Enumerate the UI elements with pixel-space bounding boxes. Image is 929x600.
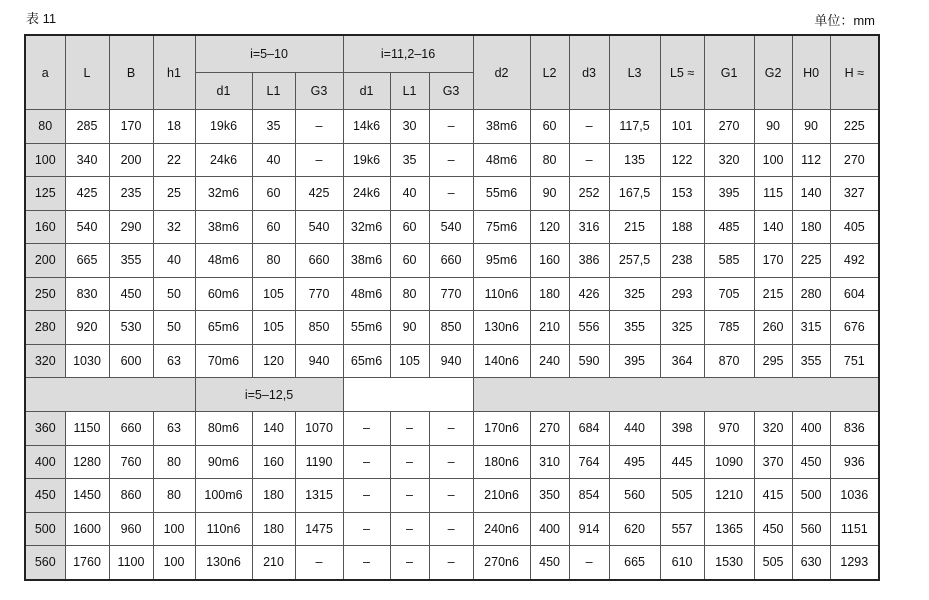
table-cell: 130n6 bbox=[473, 311, 530, 345]
table-cell: 450 bbox=[792, 445, 830, 479]
table-cell: 970 bbox=[704, 412, 754, 446]
table-cell: 25 bbox=[153, 177, 195, 211]
table-cell: 540 bbox=[295, 210, 343, 244]
table-cell: – bbox=[295, 143, 343, 177]
table-row bbox=[25, 512, 879, 546]
table-cell: 290 bbox=[109, 210, 153, 244]
table-cell: 101 bbox=[660, 110, 704, 144]
header-L2: L2 bbox=[530, 35, 569, 110]
table-cell: 90 bbox=[792, 110, 830, 144]
table-cell: 140n6 bbox=[473, 344, 530, 378]
table-cell: – bbox=[429, 177, 473, 211]
table-cell: 940 bbox=[429, 344, 473, 378]
table-cell: 167,5 bbox=[609, 177, 660, 211]
table-cell: 660 bbox=[429, 244, 473, 278]
table-cell: – bbox=[429, 512, 473, 546]
table-cell: 1450 bbox=[65, 479, 109, 513]
table-cell: 140 bbox=[252, 412, 295, 446]
table-cell: 325 bbox=[609, 277, 660, 311]
table-cell: 1280 bbox=[65, 445, 109, 479]
table-cell: – bbox=[569, 143, 609, 177]
table-cell: 760 bbox=[109, 445, 153, 479]
table-cell: 135 bbox=[609, 143, 660, 177]
table-row bbox=[25, 479, 879, 513]
table-cell: 1365 bbox=[704, 512, 754, 546]
table-cell: 100 bbox=[754, 143, 792, 177]
table-cell: 122 bbox=[660, 143, 704, 177]
dimension-table bbox=[24, 34, 880, 581]
table-cell: 35 bbox=[252, 110, 295, 144]
row-key-cell: 360 bbox=[25, 412, 65, 446]
header-L5: L5 ≈ bbox=[660, 35, 704, 110]
table-cell: 100 bbox=[153, 512, 195, 546]
table-cell: 556 bbox=[569, 311, 609, 345]
table-cell: 325 bbox=[660, 311, 704, 345]
table-cell: 105 bbox=[252, 277, 295, 311]
header-group-i11-16: i=11,2–16 bbox=[343, 35, 473, 73]
table-cell: 764 bbox=[569, 445, 609, 479]
header-H0: H0 bbox=[792, 35, 830, 110]
table-cell: 440 bbox=[609, 412, 660, 446]
row-key-cell: 560 bbox=[25, 546, 65, 580]
row-key-cell: 100 bbox=[25, 143, 65, 177]
table-cell: 80 bbox=[390, 277, 429, 311]
table-cell: 1760 bbox=[65, 546, 109, 580]
table-cell: 257,5 bbox=[609, 244, 660, 278]
table-cell: – bbox=[295, 546, 343, 580]
header-row-1 bbox=[25, 35, 879, 73]
table-cell: 386 bbox=[569, 244, 609, 278]
table-cell: 320 bbox=[704, 143, 754, 177]
table-cell: 350 bbox=[530, 479, 569, 513]
header-L: L bbox=[65, 35, 109, 110]
table-cell: 240 bbox=[530, 344, 569, 378]
table-cell: 850 bbox=[429, 311, 473, 345]
table-cell: 1530 bbox=[704, 546, 754, 580]
table-cell: 60 bbox=[390, 210, 429, 244]
table-cell: 105 bbox=[252, 311, 295, 345]
table-cell: 270n6 bbox=[473, 546, 530, 580]
table-cell: 270 bbox=[704, 110, 754, 144]
table-cell: 252 bbox=[569, 177, 609, 211]
table-cell: 120 bbox=[252, 344, 295, 378]
table-cell: – bbox=[390, 412, 429, 446]
table-cell: 1210 bbox=[704, 479, 754, 513]
table-cell: 445 bbox=[660, 445, 704, 479]
table-cell: 355 bbox=[109, 244, 153, 278]
header-L1: L1 bbox=[252, 73, 295, 110]
header-d1: d1 bbox=[195, 73, 252, 110]
table-cell: 557 bbox=[660, 512, 704, 546]
table-cell: 63 bbox=[153, 412, 195, 446]
table-cell: 1036 bbox=[830, 479, 879, 513]
table-cell: 63 bbox=[153, 344, 195, 378]
table-cell: 180n6 bbox=[473, 445, 530, 479]
table-cell: 770 bbox=[429, 277, 473, 311]
table-cell: 225 bbox=[830, 110, 879, 144]
table-cell: 751 bbox=[830, 344, 879, 378]
table-cell: 32 bbox=[153, 210, 195, 244]
table-cell: 920 bbox=[65, 311, 109, 345]
table-cell: 340 bbox=[65, 143, 109, 177]
table-cell: 90m6 bbox=[195, 445, 252, 479]
table-cell: 364 bbox=[660, 344, 704, 378]
header-d1-b: d1 bbox=[343, 73, 390, 110]
table-cell: 870 bbox=[704, 344, 754, 378]
row-key-cell: 450 bbox=[25, 479, 65, 513]
table-cell: 405 bbox=[830, 210, 879, 244]
table-row bbox=[25, 546, 879, 580]
table-cell: – bbox=[429, 445, 473, 479]
table-cell: 270 bbox=[530, 412, 569, 446]
table-cell: – bbox=[569, 546, 609, 580]
table-cell: 215 bbox=[754, 277, 792, 311]
table-row bbox=[25, 143, 879, 177]
table-cell: 60 bbox=[252, 210, 295, 244]
table-cell: – bbox=[429, 479, 473, 513]
table-cell: – bbox=[295, 110, 343, 144]
table-cell: – bbox=[343, 546, 390, 580]
table-cell: 426 bbox=[569, 277, 609, 311]
row-key-cell: 200 bbox=[25, 244, 65, 278]
table-cell: 188 bbox=[660, 210, 704, 244]
table-cell: 48m6 bbox=[195, 244, 252, 278]
table-cell: 50 bbox=[153, 277, 195, 311]
table-cell: 850 bbox=[295, 311, 343, 345]
row-key-cell: 250 bbox=[25, 277, 65, 311]
table-cell: 450 bbox=[754, 512, 792, 546]
table-cell: 315 bbox=[792, 311, 830, 345]
table-cell: 1030 bbox=[65, 344, 109, 378]
header-B: B bbox=[109, 35, 153, 110]
unit-label: 单位：mm bbox=[814, 13, 875, 28]
table-cell: 395 bbox=[609, 344, 660, 378]
table-cell: – bbox=[390, 445, 429, 479]
header-L1-b: L1 bbox=[390, 73, 429, 110]
table-cell: 560 bbox=[609, 479, 660, 513]
table-cell: 24k6 bbox=[195, 143, 252, 177]
table-cell: 18 bbox=[153, 110, 195, 144]
table-cell: – bbox=[343, 412, 390, 446]
table-cell: 238 bbox=[660, 244, 704, 278]
table-cell: 60 bbox=[390, 244, 429, 278]
table-cell: 200 bbox=[109, 143, 153, 177]
row-key-cell: 500 bbox=[25, 512, 65, 546]
table-cell: 560 bbox=[792, 512, 830, 546]
table-cell: 495 bbox=[609, 445, 660, 479]
table-cell: 38m6 bbox=[473, 110, 530, 144]
table-cell: 600 bbox=[109, 344, 153, 378]
table-cell: 500 bbox=[792, 479, 830, 513]
table-cell: 170 bbox=[109, 110, 153, 144]
header-group-i5-12-5: i=5–12,5 bbox=[195, 378, 343, 412]
table-cell: 355 bbox=[609, 311, 660, 345]
table-cell: 415 bbox=[754, 479, 792, 513]
table-cell: 936 bbox=[830, 445, 879, 479]
header-G1: G1 bbox=[704, 35, 754, 110]
table-cell: 235 bbox=[109, 177, 153, 211]
table-row bbox=[25, 244, 879, 278]
table-cell: 492 bbox=[830, 244, 879, 278]
table-cell: – bbox=[429, 110, 473, 144]
table-cell: 293 bbox=[660, 277, 704, 311]
table-cell: 860 bbox=[109, 479, 153, 513]
table-cell: 676 bbox=[830, 311, 879, 345]
table-cell: 32m6 bbox=[195, 177, 252, 211]
table-cell: 65m6 bbox=[343, 344, 390, 378]
table-cell: 316 bbox=[569, 210, 609, 244]
table-cell: 630 bbox=[792, 546, 830, 580]
table-cell: 75m6 bbox=[473, 210, 530, 244]
table-cell: 24k6 bbox=[343, 177, 390, 211]
table-cell: 540 bbox=[429, 210, 473, 244]
row-key-cell: 125 bbox=[25, 177, 65, 211]
table-cell: 110n6 bbox=[195, 512, 252, 546]
table-cell: 215 bbox=[609, 210, 660, 244]
table-cell: 180 bbox=[792, 210, 830, 244]
table-row bbox=[25, 277, 879, 311]
table-cell: 660 bbox=[295, 244, 343, 278]
table-cell: 1315 bbox=[295, 479, 343, 513]
table-cell: 90 bbox=[754, 110, 792, 144]
table-cell: 30 bbox=[390, 110, 429, 144]
table-cell: 120 bbox=[530, 210, 569, 244]
table-cell: 310 bbox=[530, 445, 569, 479]
table-cell: 70m6 bbox=[195, 344, 252, 378]
table-cell: 240n6 bbox=[473, 512, 530, 546]
table-row bbox=[25, 177, 879, 211]
table-cell: 170n6 bbox=[473, 412, 530, 446]
table-cell: 55m6 bbox=[473, 177, 530, 211]
header-G3-b: G3 bbox=[429, 73, 473, 110]
table-cell: – bbox=[343, 479, 390, 513]
table-cell: 285 bbox=[65, 110, 109, 144]
table-cell: 65m6 bbox=[195, 311, 252, 345]
table-row bbox=[25, 412, 879, 446]
table-cell: 210n6 bbox=[473, 479, 530, 513]
table-cell: 1150 bbox=[65, 412, 109, 446]
table-cell: 38m6 bbox=[195, 210, 252, 244]
table-cell: 80 bbox=[530, 143, 569, 177]
row-key-cell: 400 bbox=[25, 445, 65, 479]
table-cell: 1100 bbox=[109, 546, 153, 580]
table-cell: 395 bbox=[704, 177, 754, 211]
table-cell: 665 bbox=[65, 244, 109, 278]
separator-blank bbox=[473, 378, 879, 412]
header-d3: d3 bbox=[569, 35, 609, 110]
table-cell: 100m6 bbox=[195, 479, 252, 513]
table-cell: 610 bbox=[660, 546, 704, 580]
table-cell: 60 bbox=[252, 177, 295, 211]
table-cell: 585 bbox=[704, 244, 754, 278]
table-cell: 270 bbox=[830, 143, 879, 177]
table-cell: 398 bbox=[660, 412, 704, 446]
table-cell: 1190 bbox=[295, 445, 343, 479]
table-cell: 153 bbox=[660, 177, 704, 211]
table-cell: 914 bbox=[569, 512, 609, 546]
table-cell: 854 bbox=[569, 479, 609, 513]
table-cell: 38m6 bbox=[343, 244, 390, 278]
table-cell: – bbox=[569, 110, 609, 144]
row-key-cell: 80 bbox=[25, 110, 65, 144]
table-cell: 112 bbox=[792, 143, 830, 177]
table-cell: 620 bbox=[609, 512, 660, 546]
table-cell: 400 bbox=[530, 512, 569, 546]
table-cell: 40 bbox=[153, 244, 195, 278]
table-cell: 180 bbox=[252, 512, 295, 546]
table-row bbox=[25, 311, 879, 345]
table-cell: 485 bbox=[704, 210, 754, 244]
table-cell: 110n6 bbox=[473, 277, 530, 311]
table-row bbox=[25, 344, 879, 378]
table-cell: 370 bbox=[754, 445, 792, 479]
table-cell: 770 bbox=[295, 277, 343, 311]
table-cell: 785 bbox=[704, 311, 754, 345]
table-cell: 425 bbox=[65, 177, 109, 211]
table-caption: 表 11 bbox=[26, 11, 57, 26]
table-cell: 55m6 bbox=[343, 311, 390, 345]
table-cell: 14k6 bbox=[343, 110, 390, 144]
table-cell: – bbox=[429, 546, 473, 580]
row-key-cell: 320 bbox=[25, 344, 65, 378]
table-cell: 355 bbox=[792, 344, 830, 378]
table-cell: 400 bbox=[792, 412, 830, 446]
table-cell: 1475 bbox=[295, 512, 343, 546]
header-group-i5-10: i=5–10 bbox=[195, 35, 343, 73]
table-cell: – bbox=[390, 546, 429, 580]
header-a: a bbox=[25, 35, 65, 110]
table-cell: 40 bbox=[390, 177, 429, 211]
table-cell: 590 bbox=[569, 344, 609, 378]
table-cell: 280 bbox=[792, 277, 830, 311]
table-cell: 160 bbox=[530, 244, 569, 278]
table-cell: 425 bbox=[295, 177, 343, 211]
table-cell: 105 bbox=[390, 344, 429, 378]
table-cell: 80 bbox=[252, 244, 295, 278]
table-cell: 180 bbox=[252, 479, 295, 513]
table-cell: 32m6 bbox=[343, 210, 390, 244]
table-cell: 210 bbox=[530, 311, 569, 345]
table-row bbox=[25, 445, 879, 479]
table-cell: 260 bbox=[754, 311, 792, 345]
table-cell: – bbox=[390, 479, 429, 513]
table-cell: 19k6 bbox=[195, 110, 252, 144]
table-cell: 130n6 bbox=[195, 546, 252, 580]
table-cell: 80m6 bbox=[195, 412, 252, 446]
table-cell: 604 bbox=[830, 277, 879, 311]
header-H: H ≈ bbox=[830, 35, 879, 110]
table-cell: – bbox=[429, 143, 473, 177]
table-row bbox=[25, 210, 879, 244]
table-cell: 505 bbox=[660, 479, 704, 513]
table-cell: 60 bbox=[530, 110, 569, 144]
table-cell: 140 bbox=[754, 210, 792, 244]
table-cell: 684 bbox=[569, 412, 609, 446]
table-cell: 80 bbox=[153, 445, 195, 479]
table-cell: 295 bbox=[754, 344, 792, 378]
table-cell: 19k6 bbox=[343, 143, 390, 177]
group-separator-row bbox=[25, 378, 879, 412]
table-cell: 40 bbox=[252, 143, 295, 177]
table-cell: 35 bbox=[390, 143, 429, 177]
header-G2: G2 bbox=[754, 35, 792, 110]
table-cell: 1600 bbox=[65, 512, 109, 546]
table-cell: 90 bbox=[530, 177, 569, 211]
table-cell: 530 bbox=[109, 311, 153, 345]
table-cell: 1090 bbox=[704, 445, 754, 479]
header-G3: G3 bbox=[295, 73, 343, 110]
table-cell: 665 bbox=[609, 546, 660, 580]
header-h1: h1 bbox=[153, 35, 195, 110]
table-cell: 80 bbox=[153, 479, 195, 513]
table-cell: 505 bbox=[754, 546, 792, 580]
table-cell: 705 bbox=[704, 277, 754, 311]
table-cell: 660 bbox=[109, 412, 153, 446]
table-cell: 22 bbox=[153, 143, 195, 177]
table-cell: 1070 bbox=[295, 412, 343, 446]
table-cell: 327 bbox=[830, 177, 879, 211]
table-cell: 60m6 bbox=[195, 277, 252, 311]
table-cell: 210 bbox=[252, 546, 295, 580]
table-cell: 180 bbox=[530, 277, 569, 311]
separator-blank bbox=[343, 378, 473, 412]
table-cell: 836 bbox=[830, 412, 879, 446]
table-cell: 450 bbox=[109, 277, 153, 311]
row-key-cell: 280 bbox=[25, 311, 65, 345]
table-cell: 540 bbox=[65, 210, 109, 244]
table-cell: – bbox=[343, 512, 390, 546]
table-cell: 1293 bbox=[830, 546, 879, 580]
table-cell: 48m6 bbox=[473, 143, 530, 177]
table-cell: – bbox=[343, 445, 390, 479]
table-cell: 225 bbox=[792, 244, 830, 278]
table-cell: – bbox=[429, 412, 473, 446]
table-cell: 1151 bbox=[830, 512, 879, 546]
table-cell: 960 bbox=[109, 512, 153, 546]
header-d2: d2 bbox=[473, 35, 530, 110]
separator-blank bbox=[25, 378, 195, 412]
table-cell: 100 bbox=[153, 546, 195, 580]
table-cell: – bbox=[390, 512, 429, 546]
header-L3: L3 bbox=[609, 35, 660, 110]
table-row bbox=[25, 110, 879, 144]
table-cell: 830 bbox=[65, 277, 109, 311]
table-cell: 95m6 bbox=[473, 244, 530, 278]
table-cell: 160 bbox=[252, 445, 295, 479]
table-cell: 50 bbox=[153, 311, 195, 345]
table-cell: 117,5 bbox=[609, 110, 660, 144]
table-cell: 450 bbox=[530, 546, 569, 580]
row-key-cell: 160 bbox=[25, 210, 65, 244]
table-cell: 48m6 bbox=[343, 277, 390, 311]
table-cell: 940 bbox=[295, 344, 343, 378]
table-cell: 115 bbox=[754, 177, 792, 211]
table-cell: 90 bbox=[390, 311, 429, 345]
table-cell: 320 bbox=[754, 412, 792, 446]
table-cell: 170 bbox=[754, 244, 792, 278]
table-cell: 140 bbox=[792, 177, 830, 211]
